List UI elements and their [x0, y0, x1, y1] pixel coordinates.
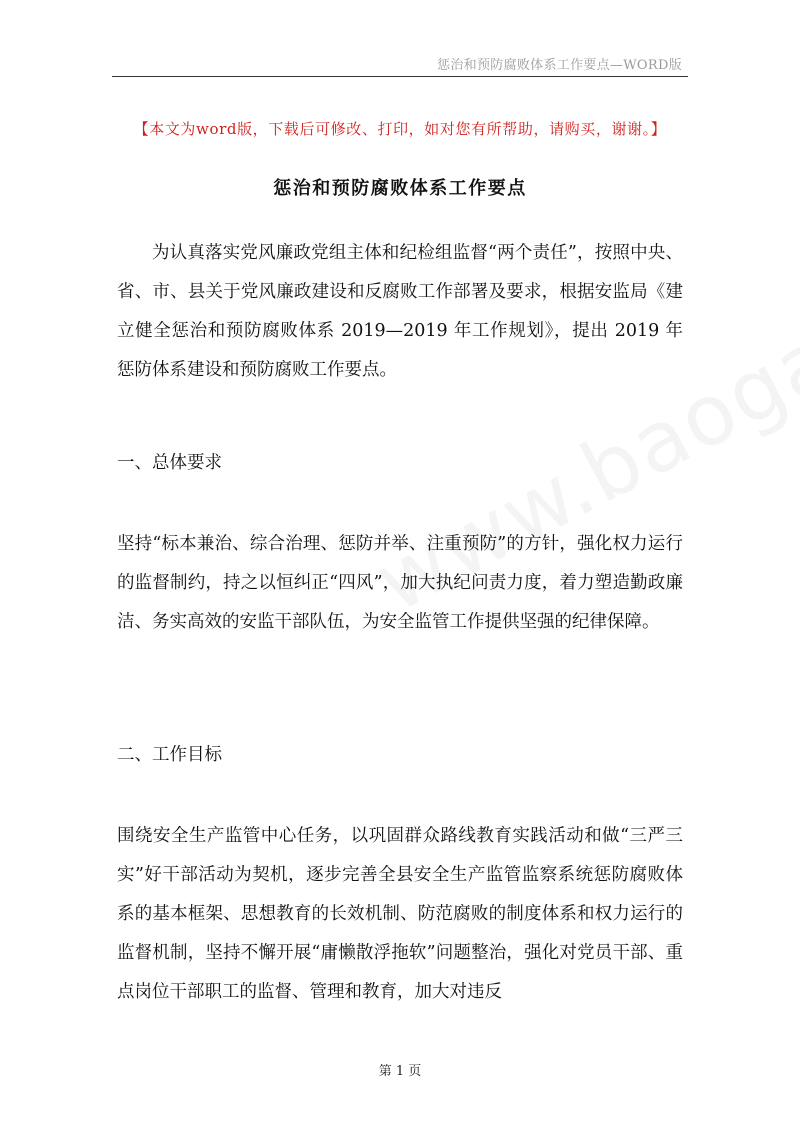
section1-paragraph: 坚持“标本兼治、综合治理、惩防并举、注重预防”的方针，强化权力运行的监督制约，持之以恒纠正“四风”，加大执纪问责力度，着力塑造勤政廉洁、务实高效的安监干部队伍，为安全监管工作提供坚强的纪律保障。 [117, 534, 683, 632]
intro-paragraph: 为认真落实党风廉政党组主体和纪检组监督“两个责任”，按照中央、省、市、县关于党风廉政建设和反腐败工作部署及要求，根据安监局《建立健全惩治和预防腐败体系 2019—2019 年工作规划》，提出 2019 年惩防体系建设和预防腐败工作要点。 [117, 243, 683, 380]
document-title: 惩治和预防腐败体系工作要点 [273, 178, 527, 199]
running-header: 惩治和预防腐败体系工作要点—WORD版 [437, 58, 682, 73]
purchase-notice: 【本文为word版，下载后可修改、打印，如对您有所帮助，请购买，谢谢。】 [133, 120, 667, 138]
section2-heading: 二、工作目标 [117, 745, 222, 765]
section1-heading: 一、总体要求 [117, 453, 222, 473]
section2-paragraph: 围绕安全生产监管中心任务，以巩固群众路线教育实践活动和做“三严三实”好干部活动为契机，逐步完善全县安全生产监管监察系统惩防腐败体系的基本框架、思想教育的长效机制、防范腐败的制度体系和权力运行的监督机制，坚持不懈开展“庸懒散浮拖软”问题整治，强化对党员干部、重点岗位干部职工的监督、管理和教育，加大对违反 [117, 826, 683, 1002]
header-divider [112, 76, 688, 77]
page-number: 第 1 页 [378, 1064, 422, 1079]
